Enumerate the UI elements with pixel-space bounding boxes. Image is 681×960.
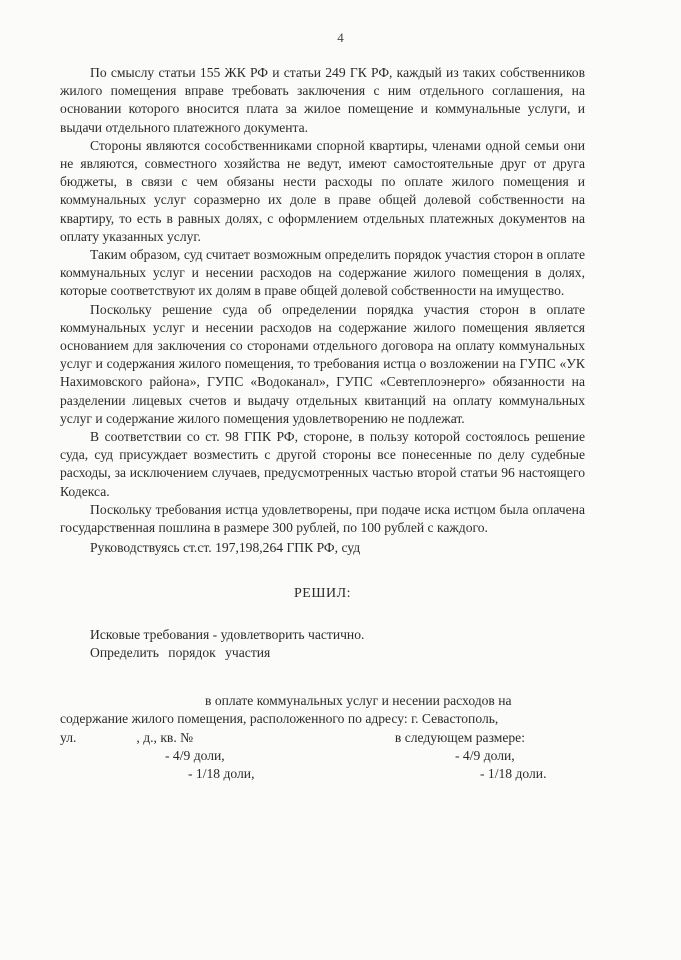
- address-street: ул.: [60, 729, 77, 745]
- paragraph-2: Стороны являются сособственниками спорной квартиры, членами одной семьи они не являются, совместного хозяйства не ведут, имеют самостоятельные друг от друга бюджеты, в связи с чем обязаны нести расходы по оплате жилого помещения и коммунальных услуг соразмерно их доле в праве общей долевой собственности на квартиру, то есть в равных долях, с оформлением отдельных платежных документов на оплату указанных услуг.: [60, 137, 585, 244]
- decision-line-3: в оплате коммунальных услуг и несении расходов на: [205, 693, 512, 709]
- paragraph-1: По смыслу статьи 155 ЖК РФ и статьи 249 ГК РФ, каждый из таких собственников жилого помещения вправе требовать заключения с ним отдельного соглашения, на основании которого вносится плата за жилое помещение и коммунальные услуги, и выдачи отдельного платежного документа.: [60, 65, 585, 135]
- address-house: , д.: [136, 729, 154, 745]
- share-right-2: - 1/18 доли.: [480, 765, 547, 781]
- paragraph-3: Таким образом, суд считает возможным определить порядок участия сторон в оплате коммунальных услуг и несении расходов на содержание жилого помещения в долях, которые соответствуют их долям в праве общей долевой собственности на имущество.: [60, 247, 585, 299]
- share-left-1: - 4/9 доли,: [165, 747, 225, 763]
- decision-line-4: содержание жилого помещения, расположенного по адресу: г. Севастополь,: [60, 711, 499, 727]
- redacted-gap: [60, 662, 585, 692]
- address-rest: в следующем размере:: [394, 729, 525, 745]
- decision-line-2: Определить порядок участия: [90, 644, 271, 660]
- address-apartment: , кв. №: [153, 729, 194, 745]
- document-body: [60, 64, 585, 783]
- paragraph-7: Руководствуясь ст.ст. 197,198,264 ГПК РФ, суд: [90, 540, 361, 556]
- shares-row-1: [60, 747, 585, 765]
- paragraph-6: Поскольку требования истца удовлетворены, при подаче иска истцом была оплачена государственная пошлина в размере 300 рублей, по 100 рублей с каждого.: [60, 501, 585, 536]
- paragraph-5: В соответствии со ст. 98 ГПК РФ, стороне, в пользу которой состоялось решение суда, суд присуждает возместить с другой стороны все понесенные по делу судебные расходы, за исключением случаев, предусмотренных частью второй статьи 96 настоящего Кодекса.: [60, 429, 585, 499]
- shares-row-2: [60, 765, 585, 783]
- address-line: [60, 729, 585, 747]
- decision-heading: РЕШИЛ:: [294, 586, 351, 602]
- share-left-2: - 1/18 доли,: [188, 765, 255, 781]
- page-number: 4: [337, 30, 344, 45]
- paragraph-4: Поскольку решение суда об определении порядка участия сторон в оплате коммунальных услуг и несении расходов на содержание жилого помещения является основанием для заключения со сторонами отдельного договора на оплату коммунальных услуг и содержания жилого помещения, то требования истца о возложении на ГУПС «УК Нахимовского района», ГУПС «Водоканал», ГУПС «Севтеплоэнерго» обязанности на разделении лицевых счетов и выдачу отдельных квитанций на оплату коммунальных услуг и содержание жилого помещения удовлетворению не подлежат.: [60, 301, 585, 426]
- decision-line-1: Исковые требования - удовлетворить частично.: [90, 626, 365, 642]
- share-right-1: - 4/9 доли,: [455, 747, 515, 763]
